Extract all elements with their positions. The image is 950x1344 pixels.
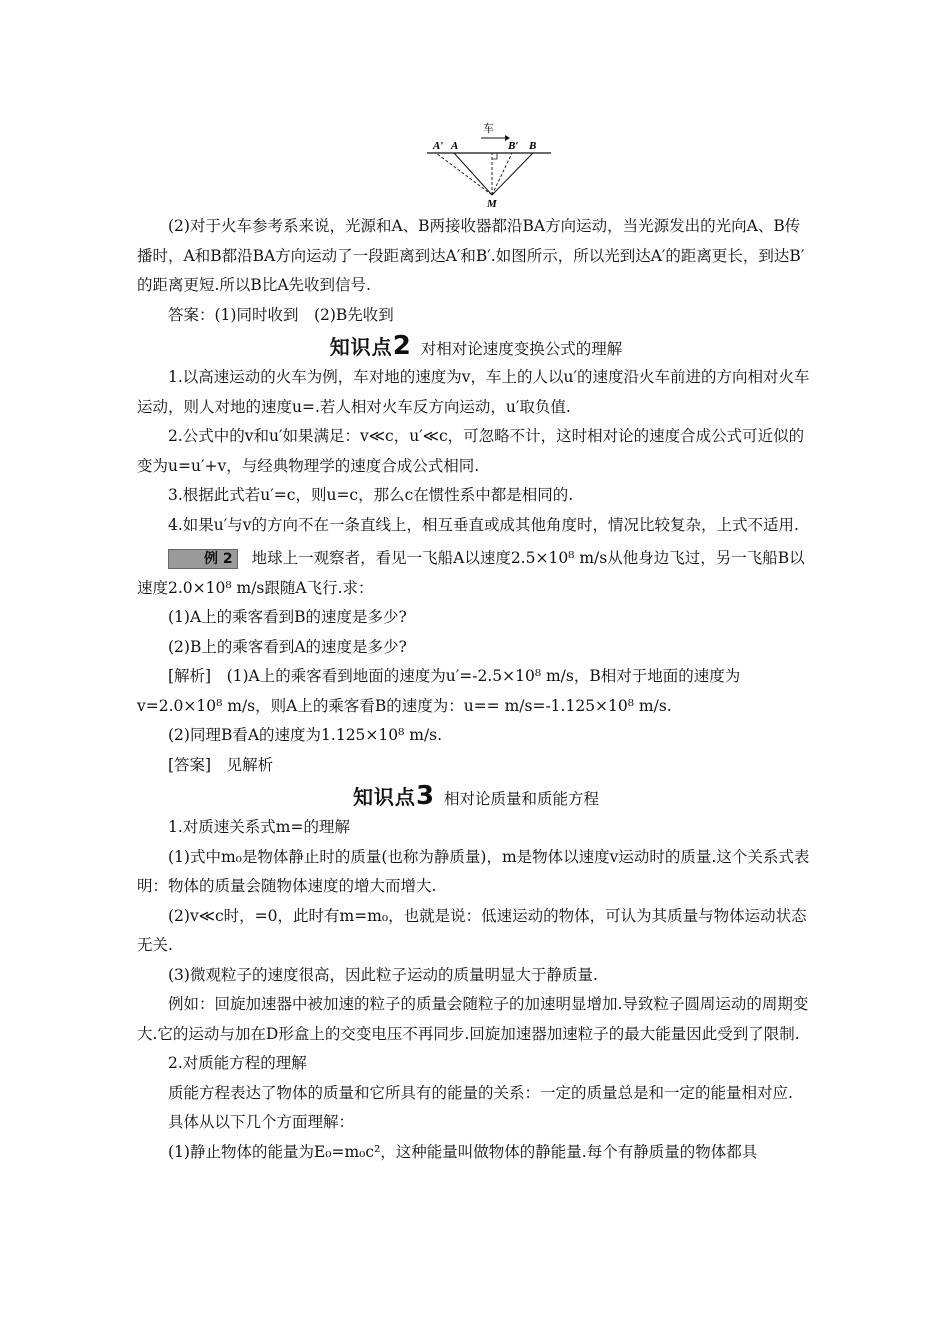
mass-velocity-point-1: (1)式中m₀是物体静止时的质量(也称为静质量)，m是物体以速度v运动时的质量.这个关系式表明：物体的质量会随物体速度的增大而增大.	[137, 847, 810, 895]
section-heading-number: 3	[415, 781, 435, 811]
section-heading-2	[137, 330, 815, 362]
mass-energy-title: 2.对质能方程的理解	[168, 1054, 307, 1072]
mass-velocity-point-3: (3)微观粒子的速度很高，因此粒子运动的质量明显大于静质量.	[168, 965, 598, 984]
answer-line: 答案：(1)同时收到 (2)B先收到	[168, 305, 394, 324]
document-body	[137, 212, 815, 1167]
example-question	[137, 544, 815, 603]
section-heading-title: 相对论质量和质能方程	[444, 790, 600, 808]
label-a-prime: A′	[433, 140, 444, 152]
point-2: 2.公式中的v和u′如果满足：v≪c，u′≪c，可忽略不计，这时相对论的速度合成公式可近似的变为u=u′+v，与经典物理学的速度合成公式相同.	[137, 427, 805, 475]
ray-to-a	[454, 153, 492, 195]
mass-energy-intro: 质能方程表达了物体的质量和它所具有的能量的关系：一定的质量总是和一定的能量相对应.	[168, 1083, 793, 1102]
sub-question-2: (2)B上的乘客看到A的速度是多少?	[168, 637, 407, 656]
ray-to-b	[492, 153, 533, 195]
section-heading-title: 对相对论速度变换公式的理解	[420, 340, 623, 358]
example-text: 地球上一观察者，看见一飞船A以速度2.5×10⁸ m/s从他身边飞过，另一飞船B以速度2.0×10⁸ m/s跟随A飞行.求：	[137, 549, 805, 597]
point-4: 4.如果u′与v的方向不在一条直线上，相互垂直或成其他角度时，情况比较复杂，上式不适用.	[168, 515, 799, 534]
point-3: 3.根据此式若u′=c，则u=c，那么c在惯性系中都是相同的.	[168, 486, 574, 504]
label-b-prime: B′	[508, 140, 519, 152]
analysis-part-2: (2)同理B看A的速度为1.125×10⁸ m/s.	[168, 726, 443, 744]
cyclotron-example: 例如：回旋加速器中被加速的粒子的质量会随粒子的加速明显增加.导致粒子圆周运动的周期变大.它的运动与加在D形盒上的交变电压不再同步.回旋加速器加速粒子的最大能量因此受到了限制.	[137, 995, 809, 1043]
mass-velocity-point-2: (2)v≪c时，=0，此时有m=m₀，也就是说：低速运动的物体，可认为其质量与物体运动状态无关.	[137, 906, 807, 954]
ray-to-a-prime	[436, 153, 492, 195]
analysis: [解析] (1)A上的乘客看到地面的速度为u′=-2.5×10⁸ m/s，B相对于地面的速度为v=2.0×10⁸ m/s，则A上的乘客看B的速度为：u== m/s=-1.125×10⁸ m/s.	[137, 667, 741, 715]
sub-question-1: (1)A上的乘客看到B的速度是多少?	[168, 608, 407, 626]
train-light-diagram	[425, 118, 555, 210]
answer: [答案] 见解析	[168, 755, 274, 774]
point-1: 1.以高速运动的火车为例，车对地的速度为v，车上的人以u′的速度沿火车前进的方向相对火车运动，则人对地的速度u=.若人相对火车反方向运动，u′取负值.	[137, 368, 810, 416]
section-heading-label: 知识点	[352, 785, 416, 809]
paragraph-explanation: (2)对于火车参考系来说，光源和A、B两接收器都沿BA方向运动，当光源发出的光向A、B传播时，A和B都沿BA方向运动了一段距离到达A′和B′.如图所示，所以光到达A′的距离更长，到达B′的距离更短.所以B比A先收到信号.	[137, 217, 805, 294]
label-m: M	[487, 198, 497, 210]
example-tag: 例 2	[168, 549, 238, 569]
label-b: B	[529, 140, 537, 152]
label-a: A	[451, 140, 459, 152]
section-heading-label: 知识点	[329, 335, 393, 359]
car-label: 车	[483, 122, 494, 135]
mass-energy-aspects: 具体从以下几个方面理解：	[168, 1113, 355, 1131]
mass-energy-point-1: (1)静止物体的能量为E₀=m₀c²，这种能量叫做物体的静能量.每个有静质量的物体都具	[168, 1142, 758, 1161]
right-angle-mark	[492, 153, 497, 159]
mass-velocity-title: 1.对质速关系式m=的理解	[168, 818, 350, 836]
section-heading-number: 2	[392, 331, 411, 361]
section-heading-3	[137, 780, 815, 812]
